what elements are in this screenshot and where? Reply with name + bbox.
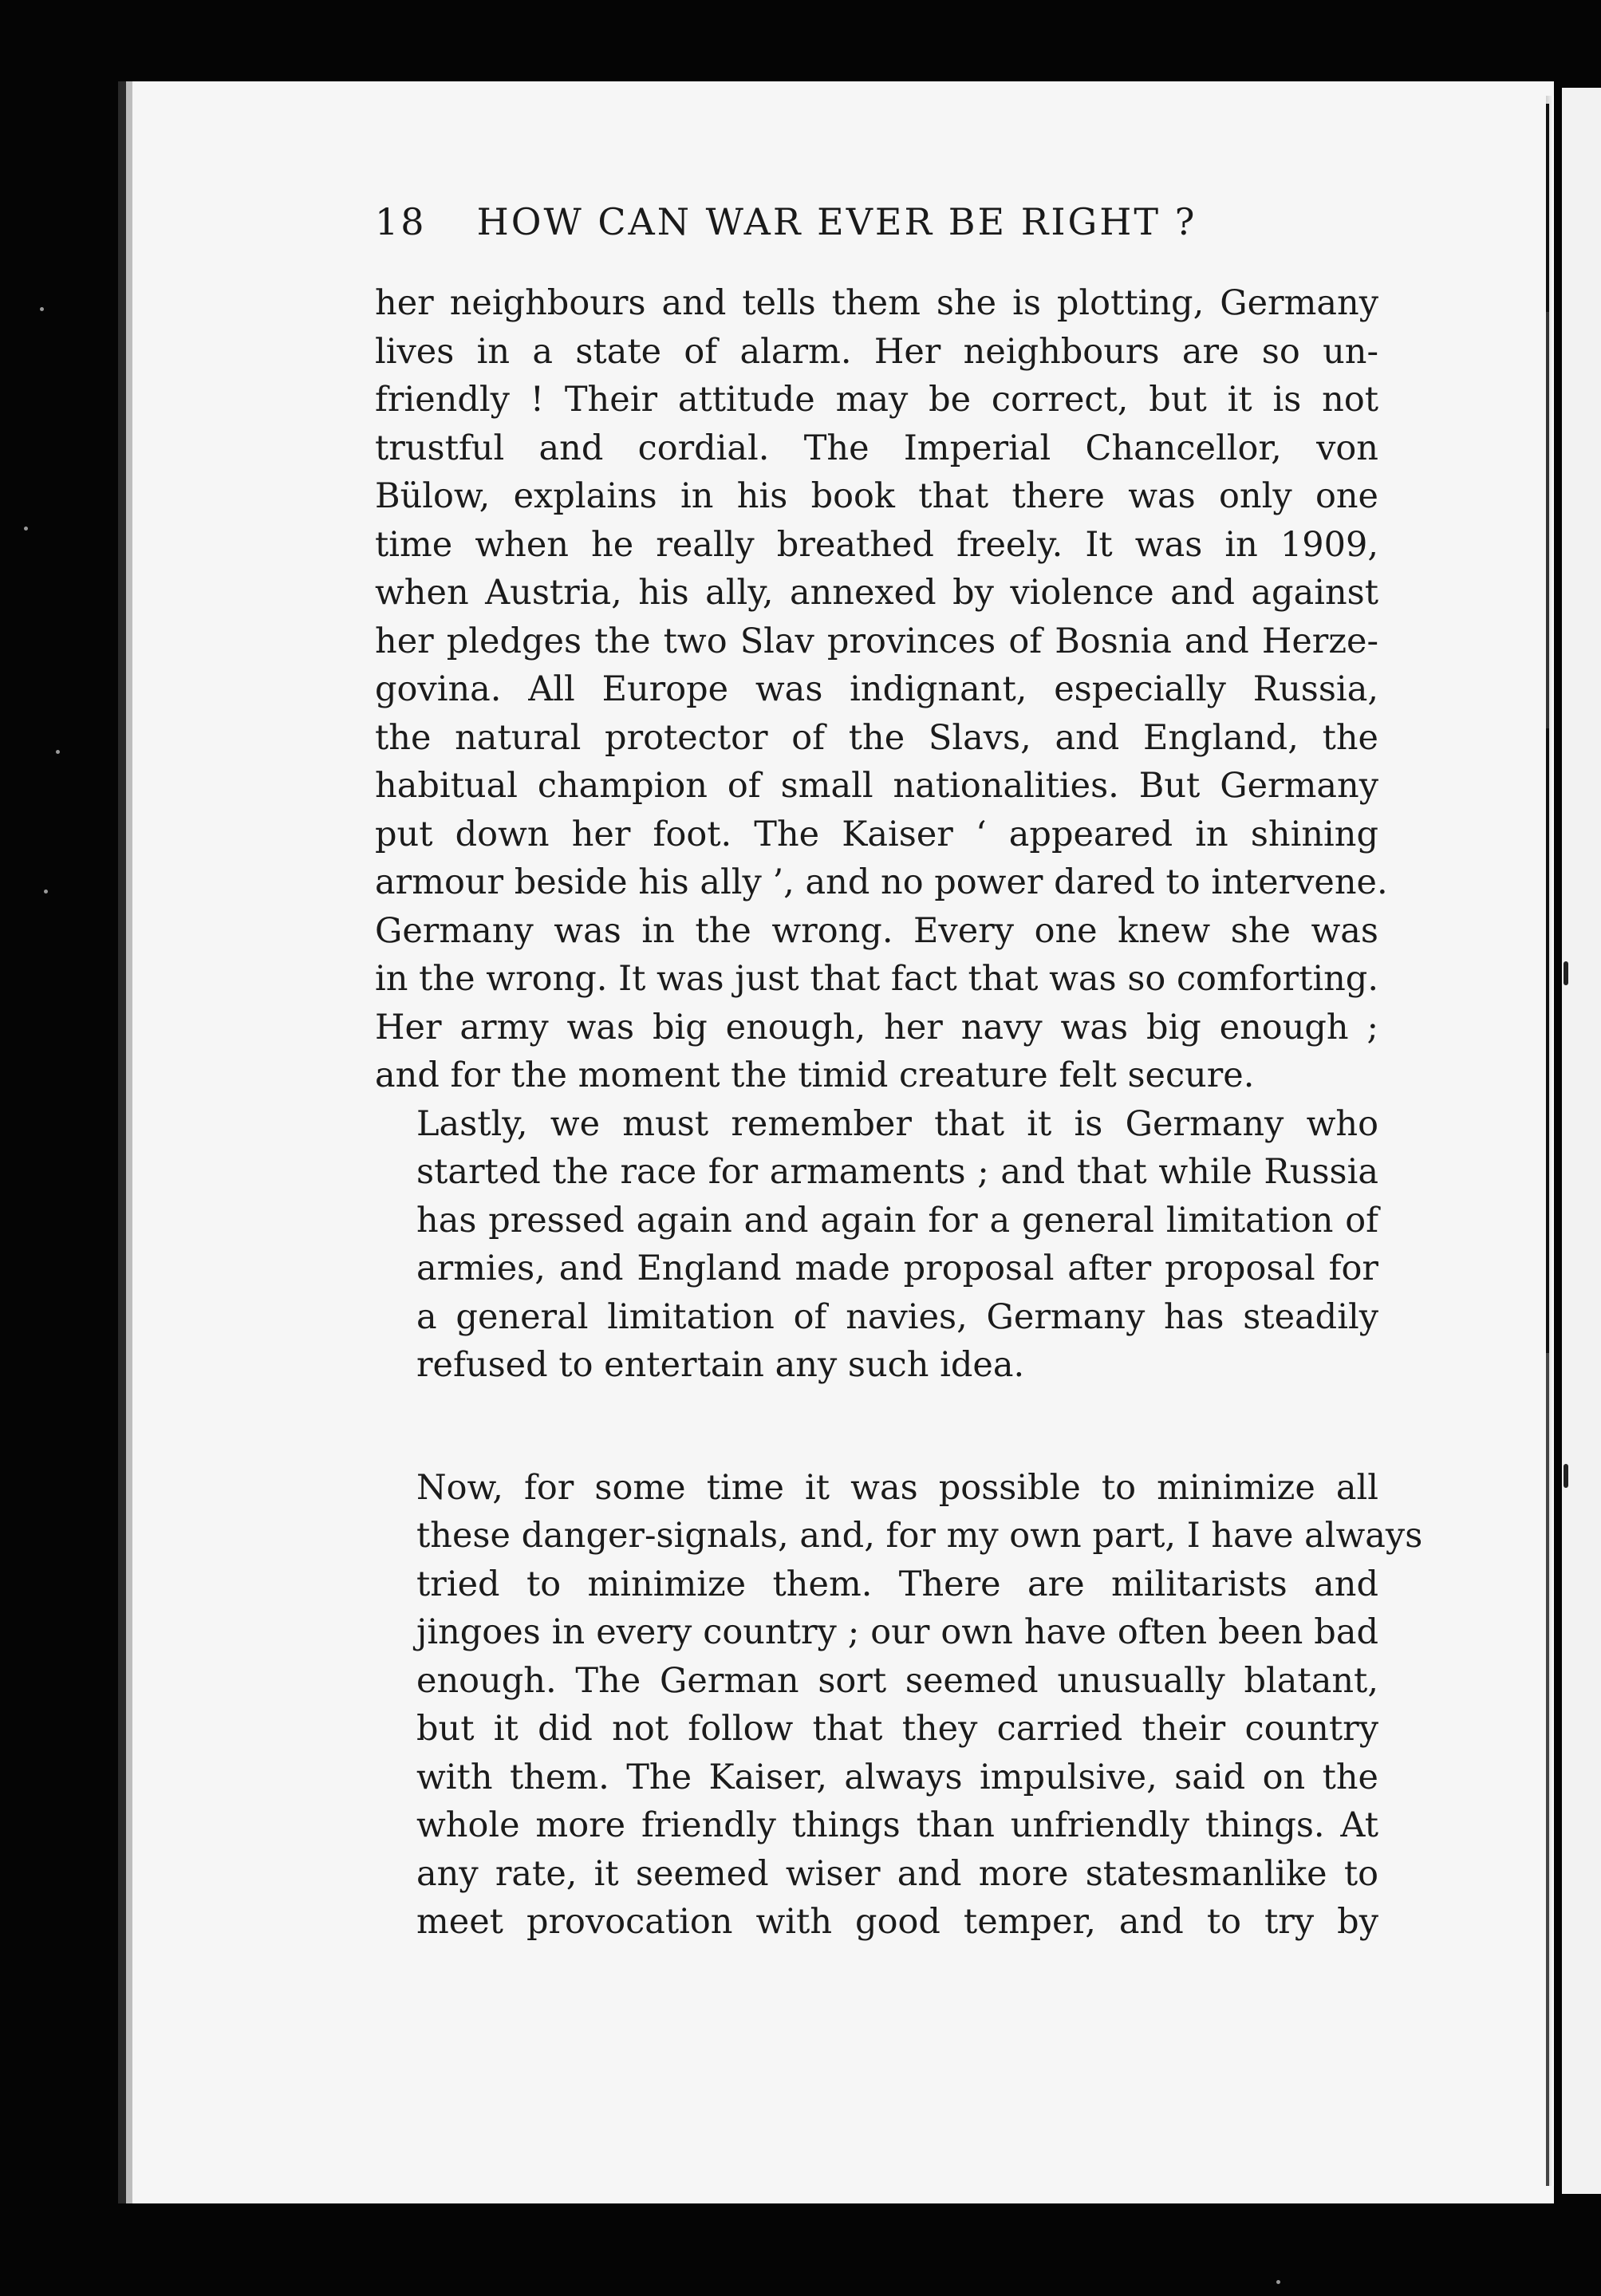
text-line: armies, and England made proposal after proposal for [416, 1249, 1378, 1288]
adjacent-page-mark [1564, 961, 1568, 985]
page-gutter-shadow [1546, 104, 1549, 2186]
text-line: started the race for armaments ; and that while Russia [416, 1152, 1378, 1192]
text-line: these danger-signals, and, for my own part, I have always [416, 1516, 1423, 1556]
adjacent-page-edge [1562, 88, 1601, 2194]
text-line: refused to entertain any such idea. [416, 1345, 1025, 1385]
running-head [375, 198, 1260, 246]
text-line: her pledges the two Slav provinces of Bosnia and Herze- [375, 621, 1378, 661]
text-line: has pressed again and again for a general limitation of [416, 1200, 1378, 1241]
body-text [375, 279, 1423, 1947]
text-line: but it did not follow that they carried their country [416, 1709, 1378, 1749]
scan-speck [1276, 2280, 1280, 2284]
text-line: any rate, it seemed wiser and more statesmanlike to [416, 1853, 1378, 1894]
text-line: trustful and cordial. The Imperial Chancellor, von [375, 428, 1378, 468]
text-line: Germany was in the wrong. Every one knew she was [375, 910, 1378, 951]
text-line: Lastly, we must remember that it is Germany who [416, 1103, 1378, 1144]
text-line: the natural protector of the Slavs, and England, the [375, 717, 1378, 758]
scan-speck [56, 750, 60, 754]
scan-speck [24, 527, 28, 531]
text-line: armour beside his ally ’, and no power dared to intervene. [375, 862, 1388, 902]
text-line: lives in a state of alarm. Her neighbours are so un- [375, 331, 1378, 372]
text-line: whole more friendly things than unfriendly things. At [416, 1805, 1378, 1845]
scan-speck [40, 307, 44, 311]
text-line: Bülow, explains in his book that there was only one [375, 476, 1378, 516]
text-line: with them. The Kaiser, always impulsive, said on the [416, 1757, 1378, 1797]
text-line: put down her foot. The Kaiser ‘ appeared in shining [375, 814, 1378, 854]
text-line: a general limitation of navies, Germany has steadily [416, 1296, 1378, 1337]
text-line: govina. All Europe was indignant, especially Russia, [375, 669, 1378, 709]
text-line: enough. The German sort seemed unusually blatant, [416, 1660, 1378, 1701]
adjacent-page-mark [1564, 1464, 1568, 1488]
text-line: Now, for some time it was possible to minimize all [416, 1467, 1378, 1508]
text-line: meet provocation with good temper, and to try by [416, 1902, 1378, 1942]
text-line: habitual champion of small nationalities. But Germany [375, 766, 1378, 806]
text-line: Her army was big enough, her navy was big enough ; [375, 1007, 1378, 1047]
text-line: in the wrong. It was just that fact that was so comforting. [375, 959, 1378, 999]
text-line: jingoes in every country ; our own have often been bad [416, 1612, 1378, 1652]
text-line: her neighbours and tells them she is plotting, Germany [375, 283, 1378, 323]
text-line: and for the moment the timid creature felt secure. [375, 1055, 1255, 1095]
page-number: 18 [375, 200, 427, 243]
text-line: friendly ! Their attitude may be correct, but it is not [375, 380, 1378, 420]
paragraph-1 [375, 279, 1388, 1100]
running-title: HOW CAN WAR EVER BE RIGHT ? [476, 200, 1197, 243]
scan-speck [44, 890, 48, 894]
text-line: when Austria, his ally, annexed by violence and against [375, 573, 1378, 613]
text-line: tried to minimize them. There are militarists and [416, 1564, 1378, 1604]
paragraph-2 [375, 1100, 1378, 1390]
paragraph-3 [375, 1464, 1423, 1947]
text-line: time when he really breathed freely. It was in 1909, [375, 524, 1378, 565]
